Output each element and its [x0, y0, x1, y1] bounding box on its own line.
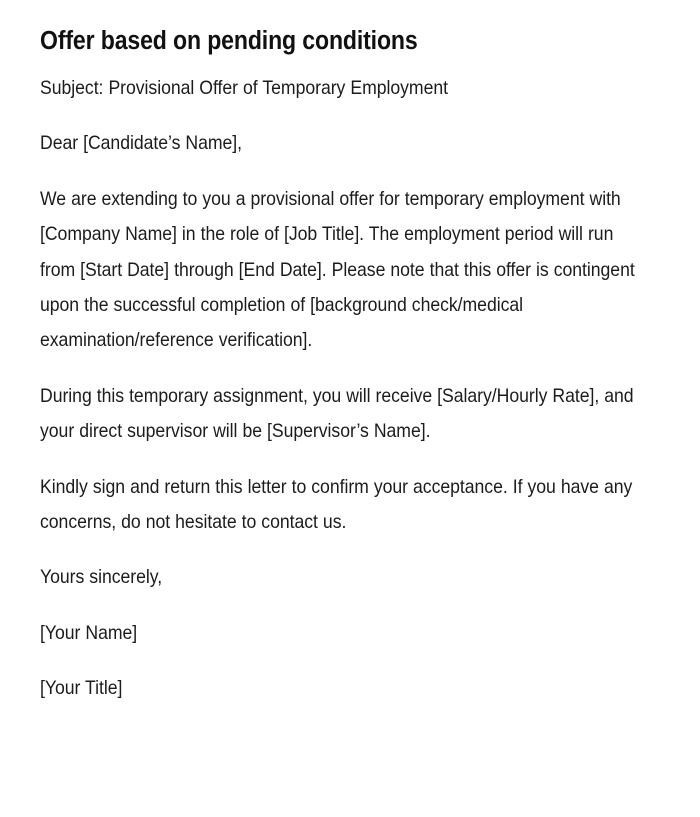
paragraph-closing: Yours sincerely, — [40, 566, 163, 589]
paragraph-acceptance: Kindly sign and return this letter to confirm your acceptance. If you have any concerns, do not hesitate to contact us. — [40, 475, 633, 534]
page-title: Offer based on pending conditions — [40, 27, 418, 55]
paragraph-sender-title: [Your Title] — [40, 677, 123, 700]
paragraph-offer-details: We are extending to you a provisional offer for temporary employment with [Company Name] in the role of [Job Title]. The employment period will run from [Start Date] through [End Date]. Please note that this offer is contingent upon the successful completion of [background check/medical examination/reference verification]. — [40, 187, 635, 352]
paragraph-compensation: During this temporary assignment, you will receive [Salary/Hourly Rate], and your direct supervisor will be [Supervisor’s Name]. — [40, 384, 634, 443]
paragraph-salutation: Dear [Candidate’s Name], — [40, 132, 242, 155]
paragraph-subject: Subject: Provisional Offer of Temporary Employment — [40, 77, 448, 99]
letter-body — [40, 71, 660, 707]
paragraph-sender-name: [Your Name] — [40, 621, 138, 644]
